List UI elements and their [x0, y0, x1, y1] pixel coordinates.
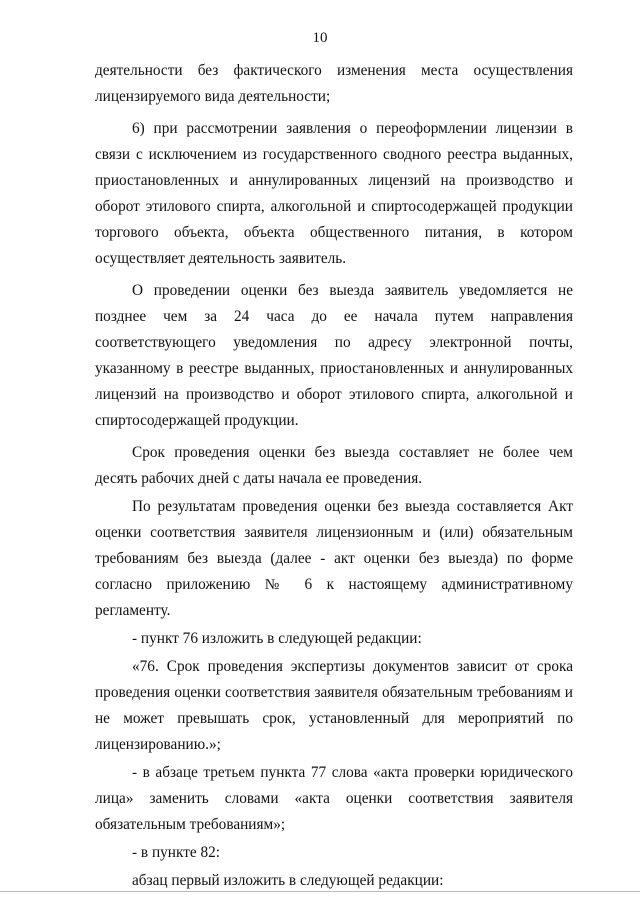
paragraph-notification: О проведении оценки без выезда заявитель уведомляется не позднее чем за 24 часа до ее начала путем направления соответствующего уведомления по адресу электронной почты, указанному в реестре выданных, приостановленных и аннулированных лицензий на производство и оборот этилового спирта, алкогольной и спиртосодержащей продукции. [95, 282, 573, 429]
paragraph-first-abzac: абзац первый изложить в следующей редакции: [132, 872, 444, 889]
page-number: 10 [312, 30, 328, 46]
paragraph-act: По результатам проведения оценки без выезда составляется Акт оценки соответствия заявителя лицензионным и (или) обязательным требованиям без выезда (далее - акт оценки без выезда) по форме согласно приложению № 6 к настоящему административному регламенту. [95, 498, 573, 619]
paragraph-point-82: - в пункте 82: [132, 844, 221, 861]
paragraph-point-76: - пункт 76 изложить в следующей редакции: [132, 630, 422, 647]
page-bottom-edge [0, 891, 640, 892]
paragraph-item-6: 6) при рассмотрении заявления о переоформлении лицензии в связи с исключением из государственного сводного реестра выданных, приостановленных и аннулированных лицензий на производство и оборот этилового спирта, алкогольной и спиртосодержащей продукции торгового объекта, объекта общественного питания, в котором осуществляет деятельность заявитель. [95, 120, 573, 267]
paragraph-duration: Срок проведения оценки без выезда составляет не более чем десять рабочих дней с даты начала ее проведения. [95, 444, 573, 487]
paragraph-quote-76: «76. Срок проведения экспертизы документов зависит от срока проведения оценки соответствия заявителя обязательным требованиям и не может превышать срок, установленный для мероприятий по лицензированию.»; [95, 658, 573, 753]
paragraph-point-77: - в абзаце третьем пункта 77 слова «акта проверки юридического лица» заменить словами «акта оценки соответствия заявителя обязательным требованиям»; [95, 764, 573, 833]
paragraph-continuation: деятельности без фактического изменения места осуществления лицензируемого вида деятельности; [95, 62, 573, 105]
document-body [95, 58, 573, 896]
